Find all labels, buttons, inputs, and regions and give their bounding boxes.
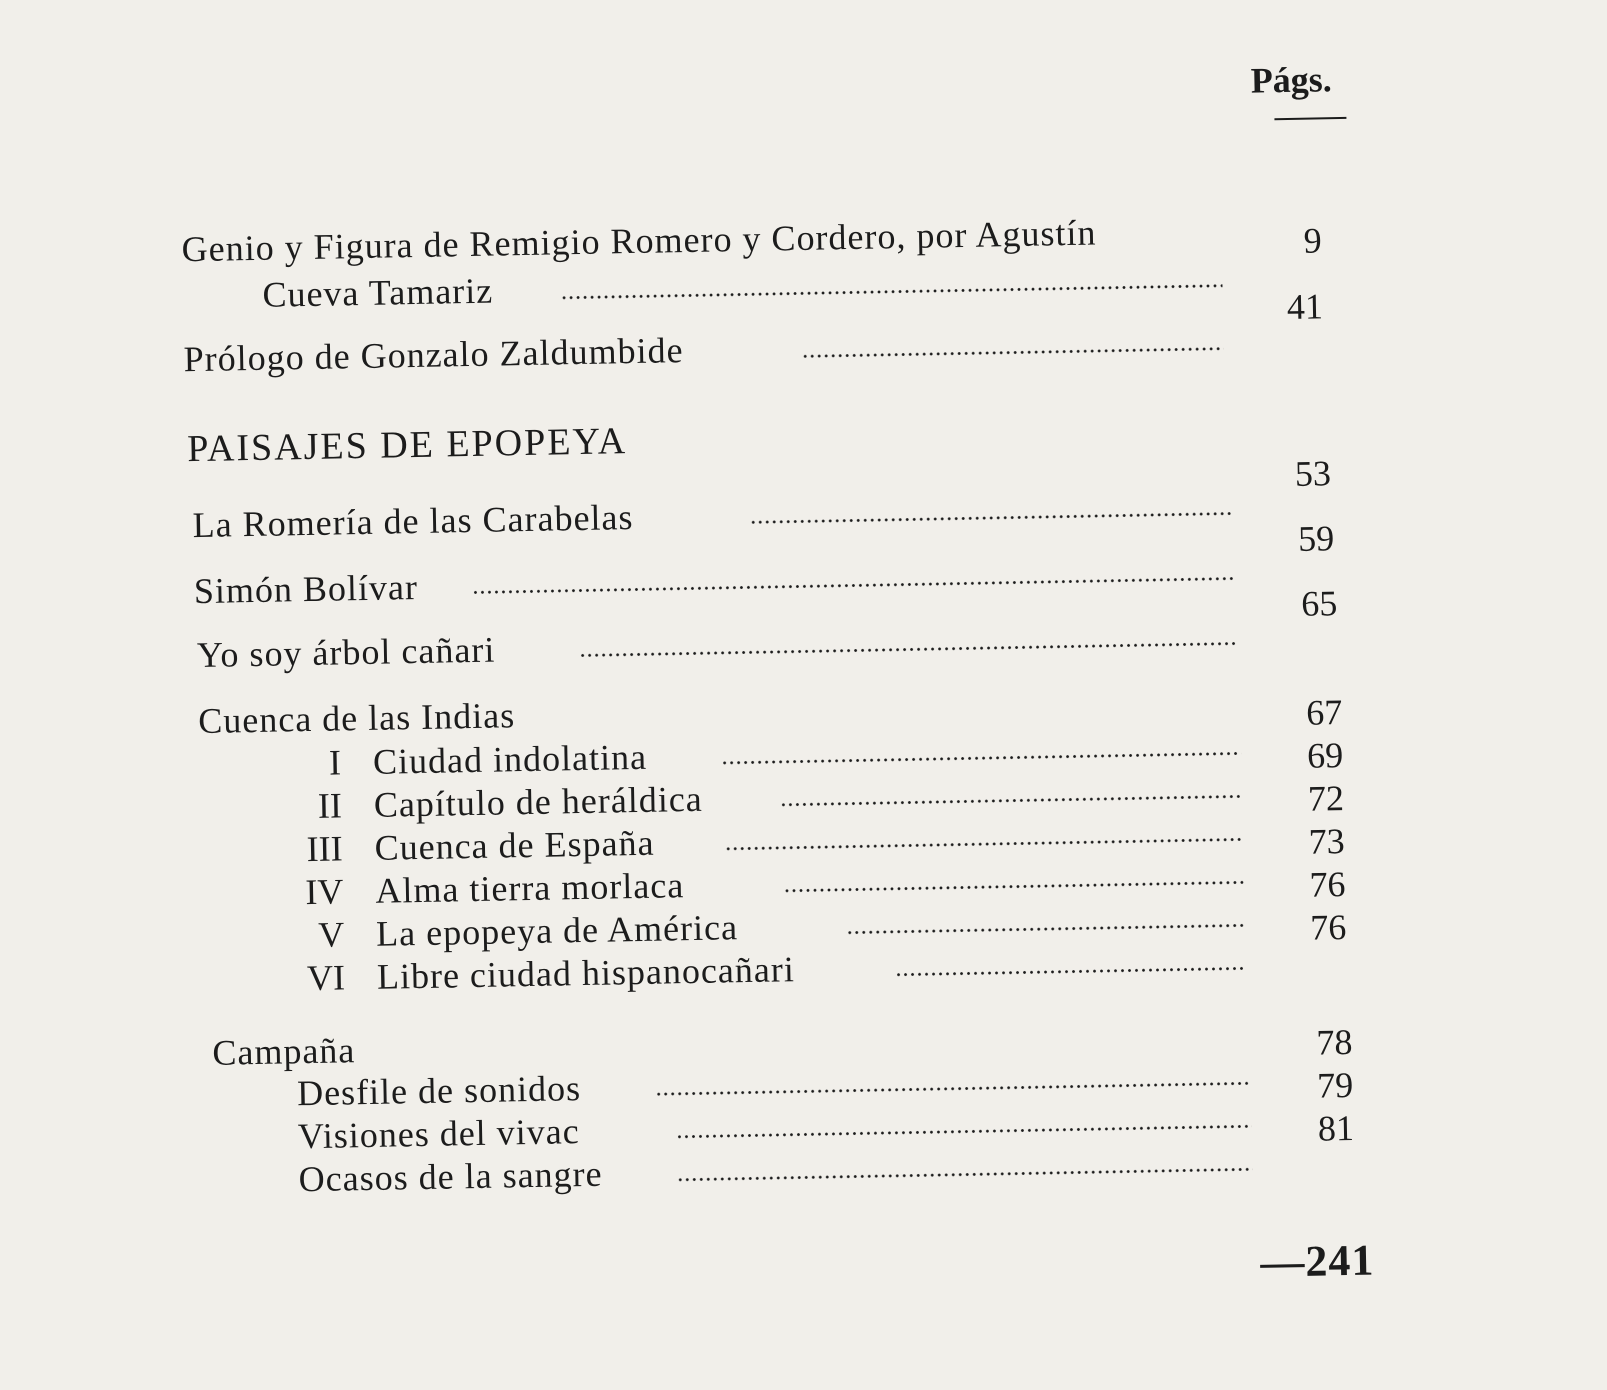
toc-subentry: Capítulo de heráldica (373, 778, 704, 825)
pages-label-underline (1274, 117, 1346, 120)
roman-numeral: VI (306, 957, 346, 999)
roman-numeral: IV (305, 871, 344, 913)
dot-leader (846, 924, 1244, 934)
dot-leader (895, 967, 1245, 976)
page-number: 69 (1306, 735, 1344, 776)
toc-entry-prologo: Prólogo de Gonzalo Zaldumbide (183, 330, 684, 380)
page-number: 76 (1309, 907, 1347, 948)
dot-leader (655, 1082, 1251, 1096)
dot-leader (725, 838, 1243, 850)
page-number: 81 (1317, 1107, 1355, 1149)
toc-subentry: La epopeya de América (375, 907, 739, 954)
roman-numeral: II (317, 785, 343, 826)
roman-numeral: I (328, 742, 342, 783)
roman-numeral: V (317, 914, 345, 955)
toc-subentry: Alma tierra morlaca (375, 865, 685, 911)
toc-subentry: Visiones del vivac (297, 1111, 581, 1157)
toc-subentry: Ciudad indolatina (372, 736, 648, 782)
page-number: 67 (1305, 692, 1343, 733)
section-heading: PAISAJES DE EPOPEYA (186, 420, 628, 471)
page-number: 79 (1316, 1064, 1354, 1106)
toc-subentry: Desfile de sonidos (296, 1068, 582, 1114)
page-number-romeria: 53 (1294, 453, 1332, 494)
dot-leader (780, 795, 1242, 806)
dot-leader (561, 284, 1223, 299)
toc-entry-simon: Simón Bolívar (193, 566, 419, 612)
page-number-genio: 9 (1303, 220, 1323, 261)
toc-subentry: Ocasos de la sangre (298, 1153, 603, 1200)
page-number: 72 (1307, 778, 1345, 819)
toc-entry-romeria: La Romería de las Carabelas (192, 497, 634, 546)
page-folio: —241 (1259, 1235, 1375, 1287)
page-number-arbol: 65 (1300, 583, 1338, 624)
toc-entry-genio-line1: Genio y Figura de Remigio Romero y Cordero, por Agustín (181, 212, 1097, 270)
dot-leader (783, 881, 1243, 892)
dot-leader (750, 512, 1232, 524)
dot-leader (676, 1125, 1252, 1139)
dot-leader (579, 642, 1237, 657)
roman-numeral: III (306, 828, 344, 870)
toc-subentry: Cuenca de España (374, 822, 655, 868)
toc-entry-arbol: Yo soy árbol cañari (196, 629, 496, 676)
dot-leader (802, 347, 1224, 358)
toc-entry-cuenca: Cuenca de las Indias (197, 695, 516, 742)
toc-entry-genio-line2: Cueva Tamariz (262, 270, 494, 315)
toc-entry-campana: Campaña (212, 1030, 356, 1073)
page-number: 76 (1309, 864, 1346, 905)
page-number: 73 (1308, 821, 1346, 862)
dot-leader (721, 752, 1241, 765)
page-number: 78 (1315, 1021, 1353, 1063)
pages-column-label: Págs. (1250, 59, 1333, 101)
dot-leader (472, 577, 1234, 594)
dot-leader (677, 1168, 1253, 1182)
page-number-simon: 59 (1297, 518, 1335, 559)
page-number-prologo: 41 (1286, 286, 1324, 328)
toc-subentry: Libre ciudad hispanocañari (376, 949, 796, 997)
